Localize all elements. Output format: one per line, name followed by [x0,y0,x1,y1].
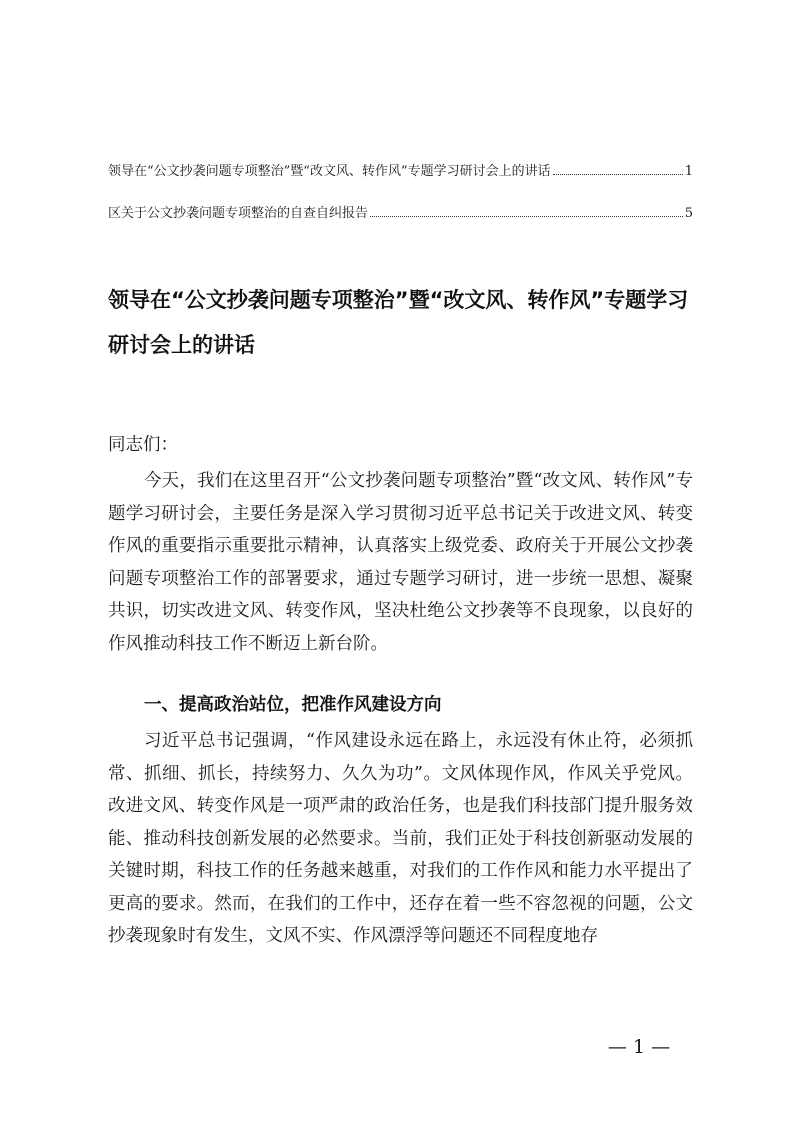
page-number: — 1 — [607,1036,671,1058]
body-paragraph: 习近平总书记强调，“作风建设永远在路上，永远没有休止符，必须抓常、抓细、抓长，持续努力、久久为功”。文风体现作风，作风关乎党风。改进文风、转变作风是一项严肃的政治任务，也是我们科技部门提升服务效能、推动科技创新发展的必然要求。当前，我们正处于科技创新驱动发展的关键时期，科技工作的任务越来越重，对我们的工作作风和能力水平提出了更高的要求。然而，在我们的工作中，还存在着一些不容忽视的问题，公文抄袭现象时有发生，文风不实、作风漂浮等问题还不同程度地存 [108,731,693,946]
toc-entry[interactable] [108,160,693,180]
toc-leader-dots [370,215,683,217]
toc-leader-dots [553,173,683,175]
greeting: 同志们： [108,435,178,455]
document-title: 领导在“公文抄袭问题专项整治”暨“改文风、转作风”专题学习研讨会上的讲话 [108,288,689,357]
toc-entry-title: 领导在“公文抄袭问题专项整治”暨“改文风、转作风”专题学习研讨会上的讲话 [108,164,551,179]
toc-entry[interactable] [108,202,693,222]
toc-entry-page: 5 [684,206,693,221]
body-paragraph: 今天，我们在这里召开“公文抄袭问题专项整治”暨“改文风、转作风”专题学习研讨会，主要任务是深入学习贯彻习近平总书记关于改进文风、转变作风的重要指示重要批示精神，认真落实上级党委、政府关于开展公文抄袭问题专项整治工作的部署要求，通过专题学习研讨，进一步统一思想、凝聚共识，切实改进文风、转变作风，坚决杜绝公文抄袭等不良现象，以良好的作风推动科技工作不断迈上新台阶。 [108,471,693,654]
toc-entry-page: 1 [684,164,693,179]
section-heading: 一、提高政治站位，把准作风建设方向 [144,695,442,715]
toc-entry-title: 区关于公文抄袭问题专项整治的自查自纠报告 [108,206,369,221]
